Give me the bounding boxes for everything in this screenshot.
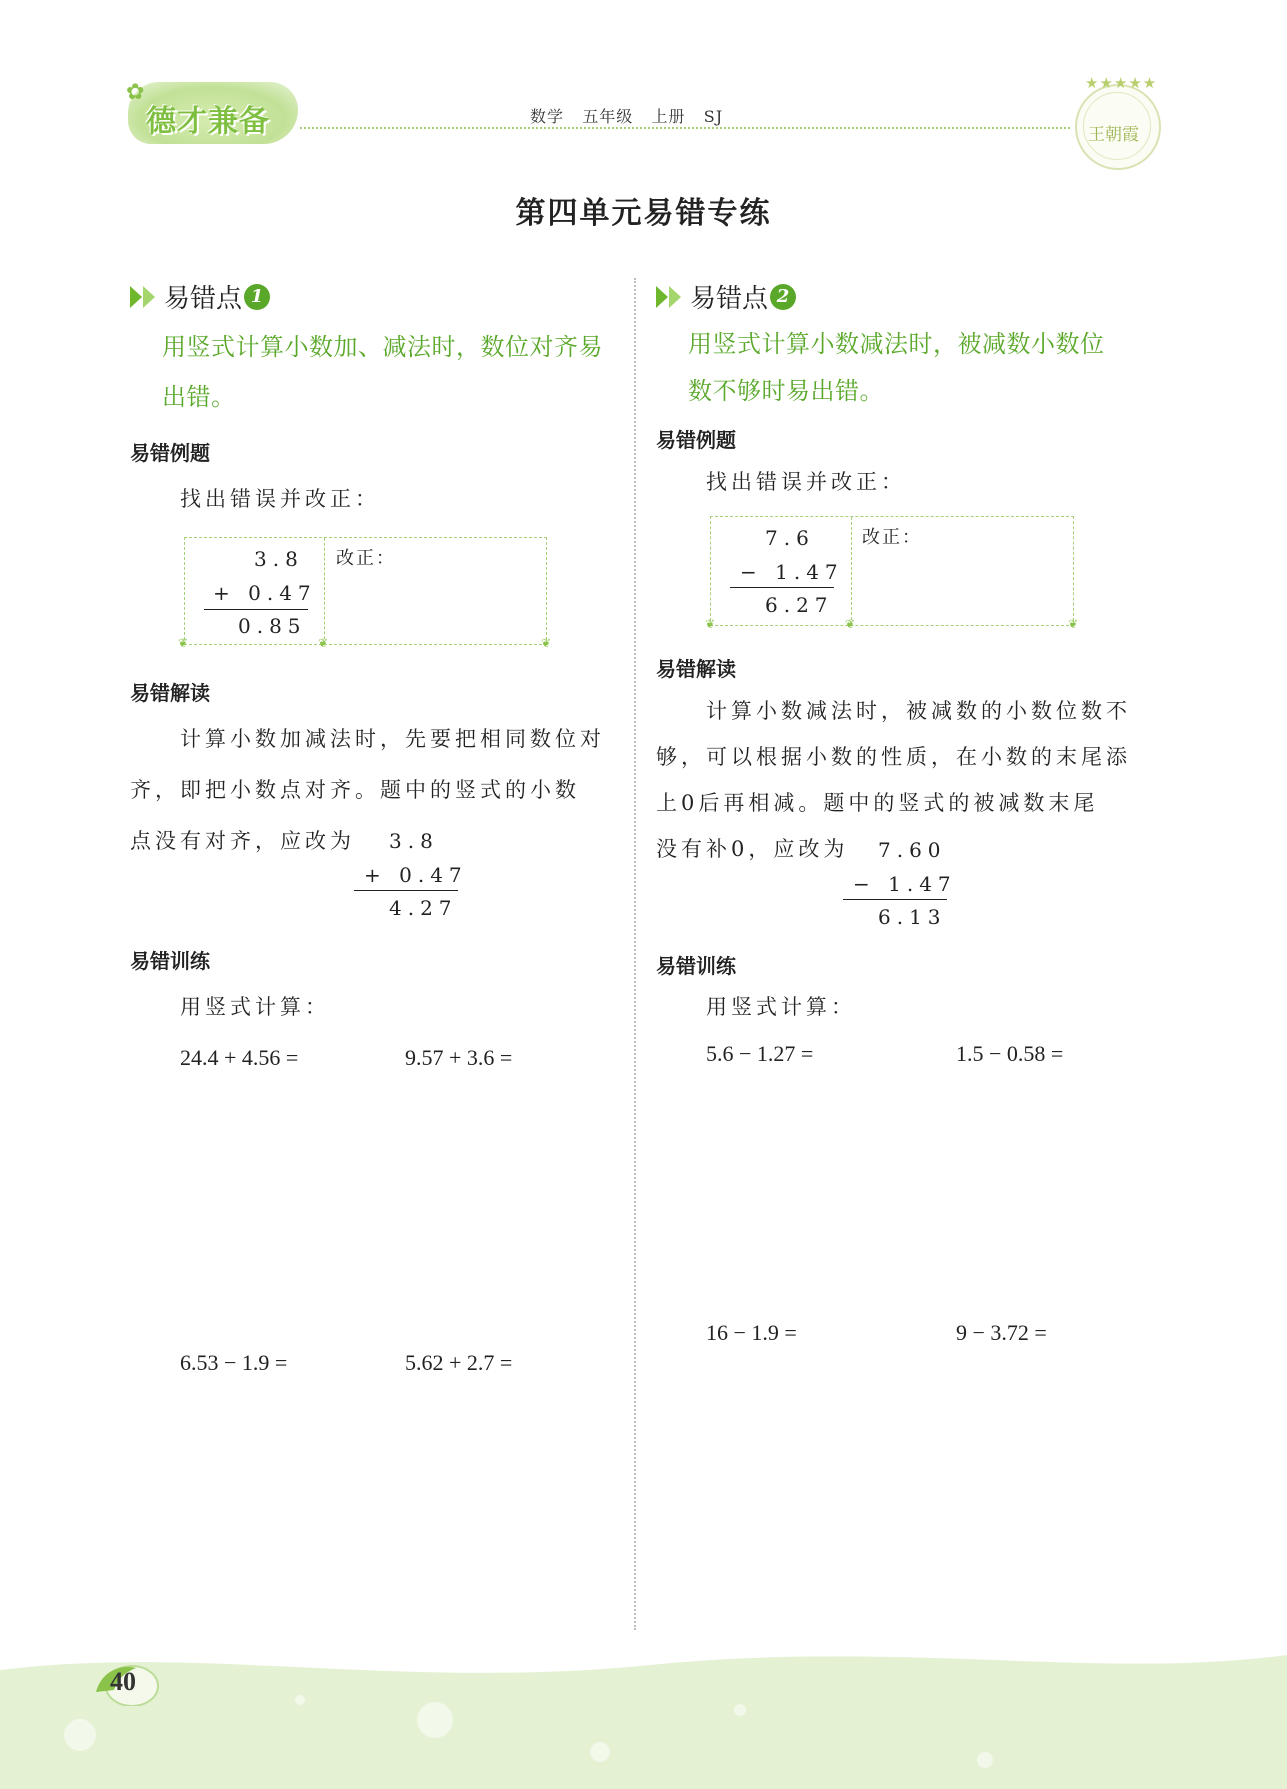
analysis-line-3: 点没有对齐，应改为 — [130, 829, 355, 853]
error-point-1-desc-line2: 出错。 — [162, 383, 236, 411]
calc-line — [843, 899, 947, 900]
fix-calc-subtrahend: − 1.47 — [853, 872, 957, 896]
leaf-icon: ❦ — [1068, 617, 1079, 631]
example-calc-top: 3.8 — [254, 547, 304, 571]
error-point-label: 易错点 — [690, 284, 769, 314]
error-point-2-desc-line1: 用竖式计算小数减法时，被减数小数位 — [688, 330, 1105, 358]
exercise-1: 24.4 + 4.56 = — [180, 1045, 299, 1070]
example-calc-addend: + 0.47 — [213, 581, 317, 605]
fix-calc-top: 3.8 — [389, 829, 439, 853]
fix-calc-top: 7.60 — [878, 838, 947, 862]
example-box-separator — [324, 538, 325, 644]
example-calc-top: 7.6 — [765, 526, 815, 550]
example-instruction: 找出错误并改正： — [706, 470, 906, 494]
training-heading: 易错训练 — [656, 954, 736, 978]
leaf-icon: ❦ — [705, 617, 716, 631]
analysis-heading: 易错解读 — [130, 681, 210, 705]
example-box-separator — [851, 517, 852, 625]
exercise-1: 5.6 − 1.27 = — [706, 1041, 814, 1066]
analysis-line-1: 计算小数减法时，被减数的小数位数不 — [706, 699, 1131, 723]
analysis-heading: 易错解读 — [656, 657, 736, 681]
error-point-1-heading — [130, 278, 270, 315]
error-point-label: 易错点 — [164, 284, 243, 314]
seal-name: 王朝霞 — [1088, 125, 1139, 145]
error-point-number-badge: 2 — [770, 284, 796, 310]
leaf-icon: ❦ — [541, 636, 552, 650]
fix-calc-addend: + 0.47 — [364, 863, 468, 887]
calc-line — [204, 609, 308, 610]
double-arrow-icon — [656, 286, 682, 308]
exercise-4: 9 − 3.72 = — [956, 1320, 1047, 1345]
analysis-line-2: 齐，即把小数点对齐。题中的竖式的小数 — [130, 778, 580, 802]
footer-wave-decoration — [0, 1640, 1287, 1789]
exercise-2: 1.5 − 0.58 = — [956, 1041, 1064, 1066]
exercise-2: 9.57 + 3.6 = — [405, 1045, 513, 1070]
calc-line — [354, 890, 458, 891]
example-calc-result: 6.27 — [765, 593, 834, 617]
header-divider — [300, 127, 1070, 129]
analysis-line-3: 上0后再相减。题中的竖式的被减数末尾 — [656, 791, 1099, 815]
error-point-1-desc-line1: 用竖式计算小数加、减法时，数位对齐易 — [162, 333, 603, 361]
training-instruction: 用竖式计算： — [180, 995, 330, 1019]
example-heading: 易错例题 — [656, 428, 736, 452]
column-divider — [634, 278, 636, 1630]
analysis-line-4: 没有补0，应改为 — [656, 837, 849, 861]
error-point-2-desc-line2: 数不够时易出错。 — [688, 377, 884, 405]
training-instruction: 用竖式计算： — [706, 995, 856, 1019]
correction-label: 改正： — [862, 527, 922, 548]
correction-label: 改正： — [336, 548, 396, 569]
example-calc-subtrahend: − 1.47 — [740, 560, 844, 584]
leaf-icon: ❦ — [845, 617, 856, 631]
leaf-icon: ❦ — [178, 636, 189, 650]
page-number: 40 — [110, 1667, 136, 1696]
error-point-2-heading — [656, 278, 796, 315]
analysis-line-2: 够，可以根据小数的性质，在小数的末尾添 — [656, 745, 1131, 769]
star-icons: ★★★★★ — [1085, 74, 1158, 92]
subject-info: 数学 五年级 上册 SJ — [530, 107, 724, 126]
example-calc-result: 0.85 — [238, 614, 307, 638]
exercise-4: 5.62 + 2.7 = — [405, 1350, 513, 1375]
page-title: 第四单元易错专练 — [515, 196, 772, 231]
training-heading: 易错训练 — [130, 949, 210, 973]
fix-calc-result: 6.13 — [878, 905, 947, 929]
logo-text: 德才兼备 — [146, 104, 270, 139]
exercise-3: 6.53 − 1.9 = — [180, 1350, 288, 1375]
example-heading: 易错例题 — [130, 441, 210, 465]
calc-line — [730, 587, 834, 588]
palm-tree-icon: ✿ — [126, 80, 145, 105]
example-instruction: 找出错误并改正： — [180, 487, 380, 511]
exercise-3: 16 − 1.9 = — [706, 1320, 797, 1345]
fix-calc-result: 4.27 — [389, 896, 458, 920]
analysis-line-1: 计算小数加减法时，先要把相同数位对 — [180, 727, 605, 751]
error-point-number-badge: 1 — [244, 284, 270, 310]
leaf-icon: ❦ — [318, 636, 329, 650]
double-arrow-icon — [130, 286, 156, 308]
